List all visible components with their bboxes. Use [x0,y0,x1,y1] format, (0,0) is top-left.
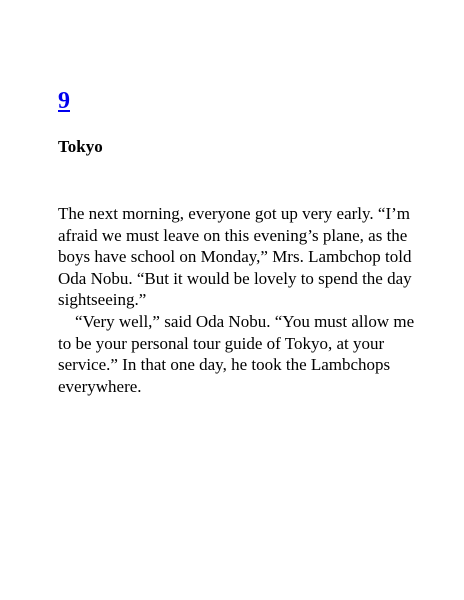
paragraph: “Very well,” said Oda Nobu. “You must allow me to be your personal tour guide of Tokyo, at your service.” In that one day, he took the Lambchops everywhere. [58,311,415,396]
paragraph: The next morning, everyone got up very early. “I’m afraid we must leave on this evening’s plane, as the boys have school on Monday,” Mrs. Lambchop told Oda Nobu. “But it would be lovely to spend the day sightseeing.” [58,204,412,310]
chapter-title: Tokyo [58,137,103,156]
chapter-body [58,203,418,397]
chapter-number-link[interactable]: 9 [58,88,70,114]
